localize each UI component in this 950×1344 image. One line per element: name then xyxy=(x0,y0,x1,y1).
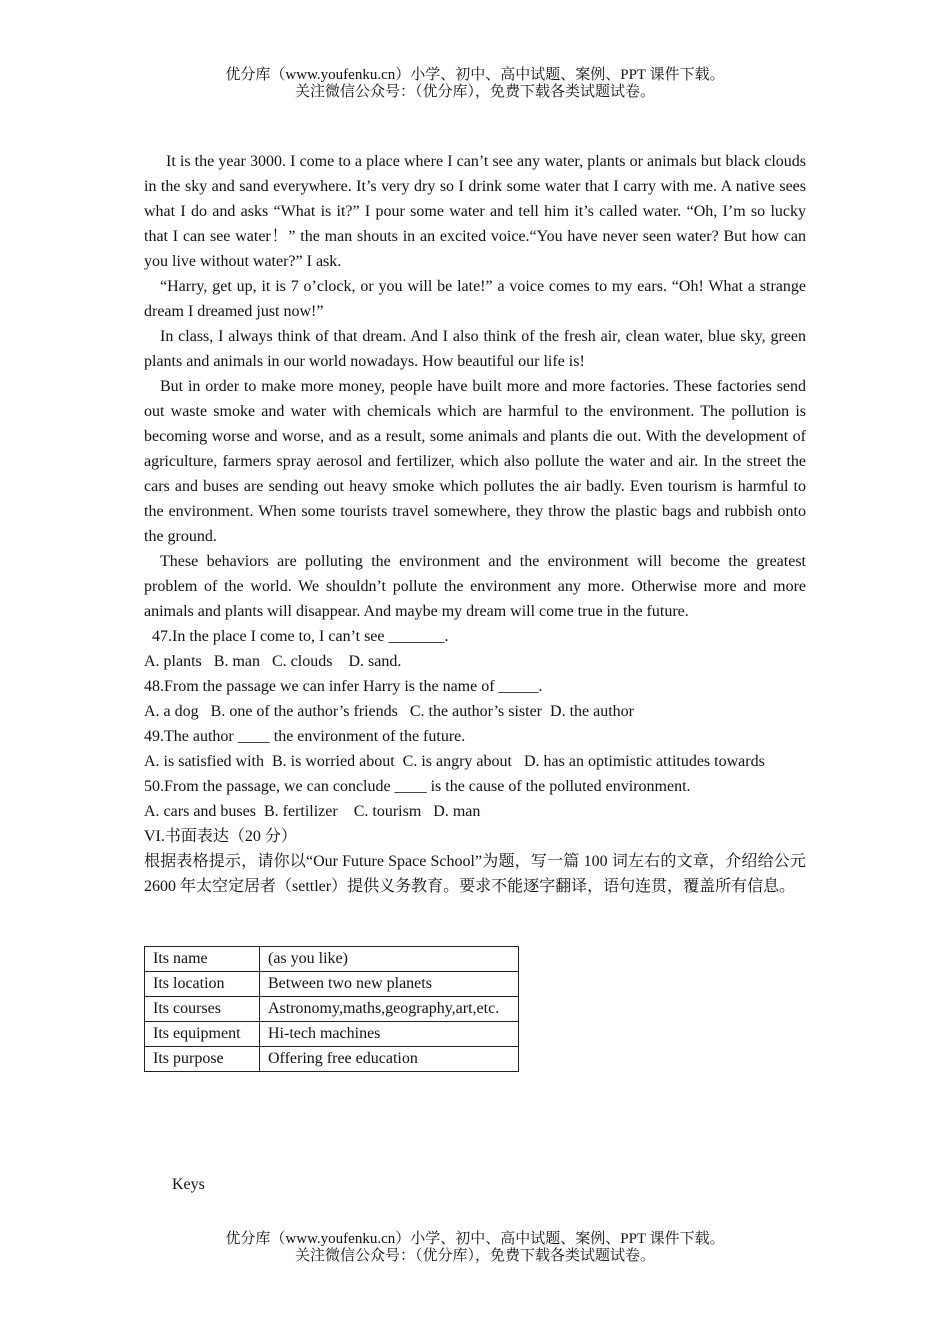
table-cell-value: (as you like) xyxy=(260,947,519,972)
passage-paragraph-2: “Harry, get up, it is 7 o’clock, or you will be late!” a voice comes to my ears. “Oh! What a strange dream I dreamed just now!” xyxy=(144,278,806,320)
table-cell-label: Its location xyxy=(145,972,260,997)
passage-paragraph-4: But in order to make more money, people have built more and more factories. These factories send out waste smoke and water with chemicals which are harmful to the environment. The pollution is becoming worse and worse, and as a result, some animals and plants die out. With the development of agriculture, farmers spray aerosol and fertilizer, which also pollute the water and air. In the street the cars and buses are sending out heavy smoke which pollutes the air badly. Even tourism is harmful to the environment. When some tourists travel somewhere, they throw the plastic bags and rubbish onto the ground. xyxy=(144,378,806,545)
table-cell-label: Its equipment xyxy=(145,1022,260,1047)
question-50: 50.From the passage, we can conclude ____ is the cause of the polluted environment. xyxy=(144,778,691,795)
table-cell-label: Its purpose xyxy=(145,1047,260,1072)
footer-line-1: 优分库（www.youfenku.cn）小学、初中、高中试题、案例、PPT 课件下载。 xyxy=(225,1231,725,1247)
table-cell-value: Hi-tech machines xyxy=(260,1022,519,1047)
table-row xyxy=(145,997,519,1022)
keys-label: Keys xyxy=(172,1176,205,1193)
passage-paragraph-1: It is the year 3000. I come to a place where I can’t see any water, plants or animals but black clouds in the sky and sand everywhere. It’s very dry so I drink some water that I carry with me. A native sees what I do and asks “What is it?” I pour some water and tell him it’s called water. “Oh, I’m so lucky that I can see water！” the man shouts in an excited voice.“You have never seen water? But how can you live without water?” I ask. xyxy=(144,153,806,270)
question-50-options: A. cars and buses B. fertilizer C. tourism D. man xyxy=(144,803,481,820)
page-footer xyxy=(0,1231,950,1265)
writing-section-title: VI.书面表达（20 分） xyxy=(144,828,297,845)
table-cell-value: Offering free education xyxy=(260,1047,519,1072)
main-content xyxy=(144,149,806,899)
question-48: 48.From the passage we can infer Harry is the name of _____. xyxy=(144,678,543,695)
passage-paragraph-5: These behaviors are polluting the environment and the environment will become the greatest problem of the world. We shouldn’t pollute the environment any more. Otherwise more and more animals and plants will disappear. And maybe my dream will come true in the future. xyxy=(144,553,806,620)
table-row xyxy=(145,1047,519,1072)
table-cell-label: Its name xyxy=(145,947,260,972)
table-cell-label: Its courses xyxy=(145,997,260,1022)
header-line-2: 关注微信公众号：（优分库），免费下载各类试题试卷。 xyxy=(294,84,655,100)
table-row xyxy=(145,972,519,997)
table-cell-value: Astronomy,maths,geography,art,etc. xyxy=(260,997,519,1022)
question-47-options: A. plants B. man C. clouds D. sand. xyxy=(144,653,402,670)
footer-line-2: 关注微信公众号：（优分库），免费下载各类试题试卷。 xyxy=(294,1248,655,1264)
question-47: 47.In the place I come to, I can’t see _______. xyxy=(152,628,449,645)
question-49-options: A. is satisfied with B. is worried about C. is angry about D. has an optimistic attitudes towards xyxy=(144,753,765,770)
passage-paragraph-3: In class, I always think of that dream. And I also think of the fresh air, clean water, blue sky, green plants and animals in our world nowadays. How beautiful our life is! xyxy=(144,328,806,370)
writing-instructions: 根据表格提示，请你以“Our Future Space School”为题，写一篇 100 词左右的文章，介绍给公元 2600 年太空定居者（settler）提供义务教育。要求不能逐字翻译，语句连贯，覆盖所有信息。 xyxy=(144,853,806,895)
page-header xyxy=(0,67,950,101)
table-row xyxy=(145,947,519,972)
question-48-options: A. a dog B. one of the author’s friends C. the author’s sister D. the author xyxy=(144,703,634,720)
header-line-1: 优分库（www.youfenku.cn）小学、初中、高中试题、案例、PPT 课件下载。 xyxy=(225,67,725,83)
table-row xyxy=(145,1022,519,1047)
table-cell-value: Between two new planets xyxy=(260,972,519,997)
question-49: 49.The author ____ the environment of the future. xyxy=(144,728,466,745)
info-table xyxy=(144,946,519,1072)
